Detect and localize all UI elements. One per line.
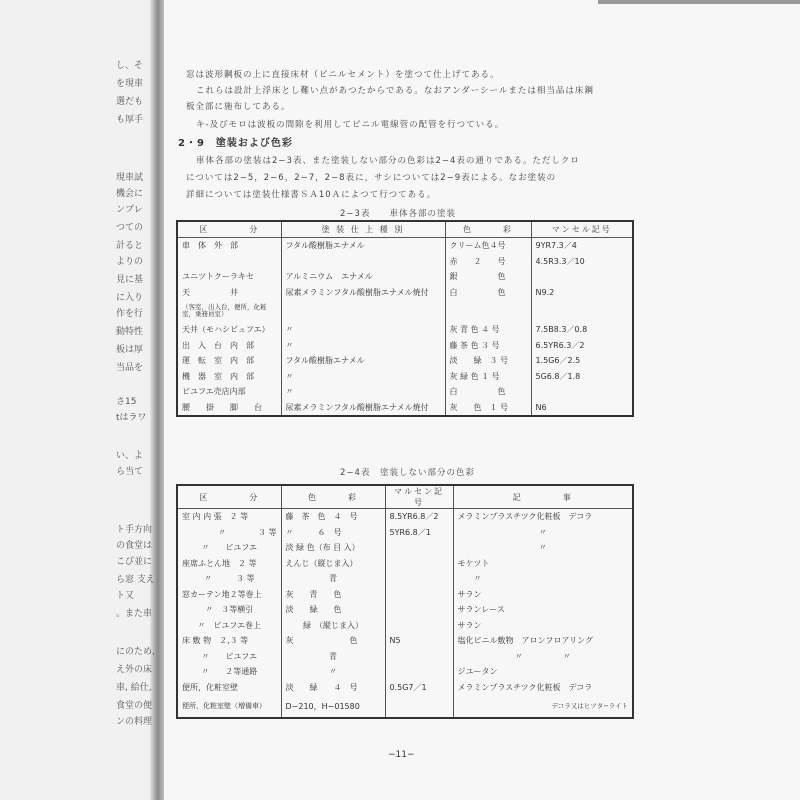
table-cell: アルミニウム エナメル bbox=[281, 269, 445, 285]
left-fragment: 車, 給仕, bbox=[116, 683, 152, 693]
table-cell: 〃 ６ 号 bbox=[281, 525, 385, 541]
left-fragment: 選だも bbox=[116, 97, 144, 107]
table-cell: フタル酸樹脂エナメル bbox=[281, 353, 445, 369]
left-fragment: こび並に bbox=[116, 557, 153, 567]
table-row bbox=[177, 618, 633, 634]
table-cell: 赤 ２ 号 bbox=[445, 254, 531, 270]
table-cell bbox=[385, 571, 453, 587]
page-number: −11− bbox=[388, 750, 415, 760]
left-fragment: 現車試 bbox=[116, 173, 144, 183]
table-row bbox=[177, 587, 633, 603]
table-cell bbox=[281, 254, 445, 270]
table-cell: 白 色 bbox=[445, 384, 531, 400]
table-cell bbox=[385, 556, 453, 572]
left-fragment: ら当て bbox=[116, 467, 144, 477]
table-cell: 銀 色 bbox=[445, 269, 531, 285]
left-fragment: い、よ bbox=[116, 451, 144, 461]
table-cell: 淡 緑 色（布 目 入） bbox=[281, 540, 385, 556]
column-header: 区 分 bbox=[177, 221, 281, 238]
left-fragment: ト又 bbox=[116, 591, 135, 601]
left-fragment: にのため, bbox=[116, 647, 155, 657]
column-header: 区 分 bbox=[177, 485, 281, 509]
left-fragment: に入り bbox=[116, 293, 144, 303]
table-cell: ユニツトクーラキセ bbox=[177, 269, 281, 285]
table-cell: 〃 bbox=[281, 384, 445, 400]
left-fragment: ト手方向 bbox=[116, 525, 153, 535]
left-fragment: さ15 bbox=[116, 397, 137, 407]
table-cell bbox=[531, 269, 633, 285]
left-fragment: よりの bbox=[116, 257, 144, 267]
table-cell bbox=[385, 664, 453, 680]
body-line: 板全部に施布してある。 bbox=[186, 102, 291, 112]
left-fragment: 板は厚 bbox=[116, 345, 144, 355]
table-cell: 〃 ビユフエ bbox=[177, 540, 281, 556]
column-header: マンセル記号 bbox=[531, 221, 633, 238]
table-cell bbox=[385, 587, 453, 603]
table-cell: N9.2 bbox=[531, 285, 633, 301]
table-cell: デコラ又はヒツタ−ライト bbox=[453, 695, 633, 718]
table-cell: クリーム色４号 bbox=[445, 238, 531, 254]
table-cell: 〃 bbox=[453, 540, 633, 556]
table-row bbox=[177, 384, 633, 400]
table-cell: 車 体 外 部 bbox=[177, 238, 281, 254]
table-cell: 出 入 台 内 部 bbox=[177, 338, 281, 354]
table-cell: 白 色 bbox=[445, 285, 531, 301]
table-cell: 〃 〃 bbox=[453, 649, 633, 665]
left-fragment: ンの料理 bbox=[116, 717, 153, 727]
left-fragment: 計ると bbox=[116, 241, 144, 251]
table-cell: 塩化ビニル敷物 アロンフロアリング bbox=[453, 633, 633, 649]
table-cell: メラミンプラスチツク化粧板 デコラ bbox=[453, 509, 633, 525]
table-cell: D−210，H−01580 bbox=[281, 695, 385, 718]
table-cell: 1.5G6／2.5 bbox=[531, 353, 633, 369]
left-fragment: 当品を bbox=[116, 363, 144, 373]
table-cell: サランレース bbox=[453, 602, 633, 618]
table-cell: サラン bbox=[453, 587, 633, 603]
column-header: マルセン記号 bbox=[385, 485, 453, 509]
table-row bbox=[177, 649, 633, 665]
left-fragment: も厚手 bbox=[116, 115, 144, 125]
table-cell bbox=[385, 602, 453, 618]
table-cell bbox=[281, 300, 445, 322]
top-edge-shadow bbox=[598, 0, 800, 4]
table-row bbox=[177, 269, 633, 285]
table-cell: 藤 茶 色 ４ 号 bbox=[281, 509, 385, 525]
left-fragment: 。また車 bbox=[116, 609, 153, 619]
table-cell: （客室，出入台，便所，化粧室，乗務員室） bbox=[177, 300, 281, 322]
left-fragment: を現車 bbox=[116, 79, 144, 89]
table-cell: 〃 bbox=[281, 322, 445, 338]
table-header-row bbox=[177, 221, 633, 238]
table2-caption: 2−4表 塗装しない部分の色彩 bbox=[340, 468, 475, 478]
table-cell: 8.5YR6.8／2 bbox=[385, 509, 453, 525]
table-cell: 5YR6.8／1 bbox=[385, 525, 453, 541]
table-cell: 〃 ビユフエ bbox=[177, 649, 281, 665]
table-row bbox=[177, 509, 633, 525]
table-header-row bbox=[177, 485, 633, 509]
table-cell: 天 井 bbox=[177, 285, 281, 301]
table-cell: 〃 bbox=[281, 664, 385, 680]
left-fragment: 機会に bbox=[116, 189, 144, 199]
body-line: これらは設計上浮床とし難い点があつたからである。なおアンダーシールまたは相当品は床鋼 bbox=[196, 86, 594, 96]
table-row bbox=[177, 571, 633, 587]
column-header: 記 事 bbox=[453, 485, 633, 509]
left-fragment: 食堂の便 bbox=[116, 701, 153, 711]
painting-table bbox=[176, 220, 634, 417]
table-cell: メラミンプラスチツク化粧板 デコラ bbox=[453, 680, 633, 696]
table-cell: 〃 bbox=[453, 525, 633, 541]
table-cell: N6 bbox=[531, 400, 633, 417]
left-fragment: tはラワ bbox=[116, 413, 147, 423]
table-row bbox=[177, 664, 633, 680]
table-cell: 5G6.8／1.8 bbox=[531, 369, 633, 385]
table-row bbox=[177, 338, 633, 354]
table-cell: ジユータン bbox=[453, 664, 633, 680]
table-cell bbox=[177, 254, 281, 270]
table-row bbox=[177, 602, 633, 618]
table-cell: フタル酸樹脂エナメル bbox=[281, 238, 445, 254]
table-cell: 淡 緑 ３ 号 bbox=[445, 353, 531, 369]
table-cell: 灰 青 色 ４ 号 bbox=[445, 322, 531, 338]
table-cell: サラン bbox=[453, 618, 633, 634]
column-header: 色 彩 bbox=[445, 221, 531, 238]
table-cell: 便所，化粧室壁（増備車） bbox=[177, 695, 281, 718]
table-cell: 窓カーテン地２等巻上 bbox=[177, 587, 281, 603]
unpainted-color-table bbox=[176, 484, 634, 719]
table-cell: N5 bbox=[385, 633, 453, 649]
left-fragment: 動特性 bbox=[116, 327, 144, 337]
table-cell bbox=[385, 695, 453, 718]
table-cell bbox=[385, 618, 453, 634]
table-row bbox=[177, 525, 633, 541]
table-cell: 尿素メラミンフタル酸樹脂エナメル焼付 bbox=[281, 285, 445, 301]
table-cell: 7.5B8.3／0.8 bbox=[531, 322, 633, 338]
body-line: キ-及びモロは波板の間隙を利用してビニル電線管の配管を行つている。 bbox=[196, 120, 505, 130]
table-cell: 〃 ３ 等 bbox=[177, 525, 281, 541]
table-cell bbox=[445, 300, 531, 322]
table-row bbox=[177, 633, 633, 649]
section-line: については2−5，2−6，2−7，2−8表に，サシについては2−9表による。なお塗装の bbox=[186, 173, 557, 183]
left-fragment: え外の床 bbox=[116, 665, 153, 675]
table-cell: 床 敷 物 ２,３ 等 bbox=[177, 633, 281, 649]
table-cell: 0.5G7／1 bbox=[385, 680, 453, 696]
table-cell: 6.5YR6.3／2 bbox=[531, 338, 633, 354]
section-line: 詳細については塗装仕様書ＳＡ10Ａによつて行つてある。 bbox=[186, 190, 437, 200]
table-cell: 灰 青 色 bbox=[281, 587, 385, 603]
table-row bbox=[177, 369, 633, 385]
table-cell: ビユフエ売店内部 bbox=[177, 384, 281, 400]
table-row bbox=[177, 285, 633, 301]
table1-caption: 2−3表 車体各部の塗装 bbox=[340, 209, 456, 219]
table-cell: 機 器 室 内 部 bbox=[177, 369, 281, 385]
left-fragment: し、そ bbox=[116, 61, 144, 71]
table-cell: 便所，化粧室壁 bbox=[177, 680, 281, 696]
table-cell: 緑 （縦じま入） bbox=[281, 618, 385, 634]
table-cell: 尿素メラミンフタル酸樹脂エナメル焼付 bbox=[281, 400, 445, 417]
column-header: 塗 装 仕 上 種 別 bbox=[281, 221, 445, 238]
table-cell bbox=[385, 649, 453, 665]
table-cell: 青 bbox=[281, 571, 385, 587]
table-cell: 座席ふとん地 ２ 等 bbox=[177, 556, 281, 572]
table-cell bbox=[385, 540, 453, 556]
table-cell bbox=[531, 300, 633, 322]
table-cell: 運 転 室 内 部 bbox=[177, 353, 281, 369]
table-row bbox=[177, 322, 633, 338]
table-cell: 灰 色 １ 号 bbox=[445, 400, 531, 417]
table-cell: 〃 bbox=[281, 338, 445, 354]
left-fragment: 見に基 bbox=[116, 275, 144, 285]
table-cell: 〃 ３ 等 bbox=[177, 571, 281, 587]
left-fragment: 作を行 bbox=[116, 309, 144, 319]
left-fragment: つての bbox=[116, 223, 144, 233]
table-row bbox=[177, 680, 633, 696]
table-cell: 天井（モハシビュフエ） bbox=[177, 322, 281, 338]
table-cell: えんじ（縦じま入） bbox=[281, 556, 385, 572]
table-row bbox=[177, 540, 633, 556]
table-cell: 4.5R3.3／10 bbox=[531, 254, 633, 270]
left-fragment: ら窓 支え bbox=[116, 575, 155, 585]
table-cell: 腰 掛 脚 台 bbox=[177, 400, 281, 417]
table-cell: 〃 ２等通路 bbox=[177, 664, 281, 680]
table-cell: 灰 緑 色 １ 号 bbox=[445, 369, 531, 385]
left-fragment: ンプレ bbox=[116, 205, 143, 215]
table-cell: 〃 ビユフエ巻上 bbox=[177, 618, 281, 634]
table-row bbox=[177, 695, 633, 718]
table-cell: モケツト bbox=[453, 556, 633, 572]
table-row bbox=[177, 254, 633, 270]
table-cell: 〃 bbox=[281, 369, 445, 385]
left-fragment: の食堂は bbox=[116, 541, 153, 551]
table-cell: 灰 色 bbox=[281, 633, 385, 649]
column-header: 色 彩 bbox=[281, 485, 385, 509]
table-row bbox=[177, 400, 633, 417]
table-cell: 淡 緑 色 bbox=[281, 602, 385, 618]
table-row bbox=[177, 300, 633, 322]
table-row bbox=[177, 556, 633, 572]
table-cell: 青 bbox=[281, 649, 385, 665]
section-line: 車体各部の塗装は2−3表、また塗装しない部分の色彩は2−4表の通りである。ただしクロ bbox=[196, 156, 580, 166]
book-gutter bbox=[150, 0, 164, 800]
table-cell: 室 内 内 張 ２ 等 bbox=[177, 509, 281, 525]
table-cell: 〃 bbox=[453, 571, 633, 587]
section-heading: 2・9 塗装および色彩 bbox=[178, 138, 293, 149]
table-cell: 淡 緑 ４ 号 bbox=[281, 680, 385, 696]
table-cell bbox=[531, 384, 633, 400]
table-row bbox=[177, 353, 633, 369]
table-cell: 藤 茶 色 ３ 号 bbox=[445, 338, 531, 354]
table-cell: 〃 ３等横引 bbox=[177, 602, 281, 618]
body-line: 窓は波形鋼板の上に直接床材（ビニルセメント）を塗つて仕上げてある。 bbox=[186, 70, 500, 80]
table-row bbox=[177, 238, 633, 254]
table-cell: 9YR7.3／4 bbox=[531, 238, 633, 254]
